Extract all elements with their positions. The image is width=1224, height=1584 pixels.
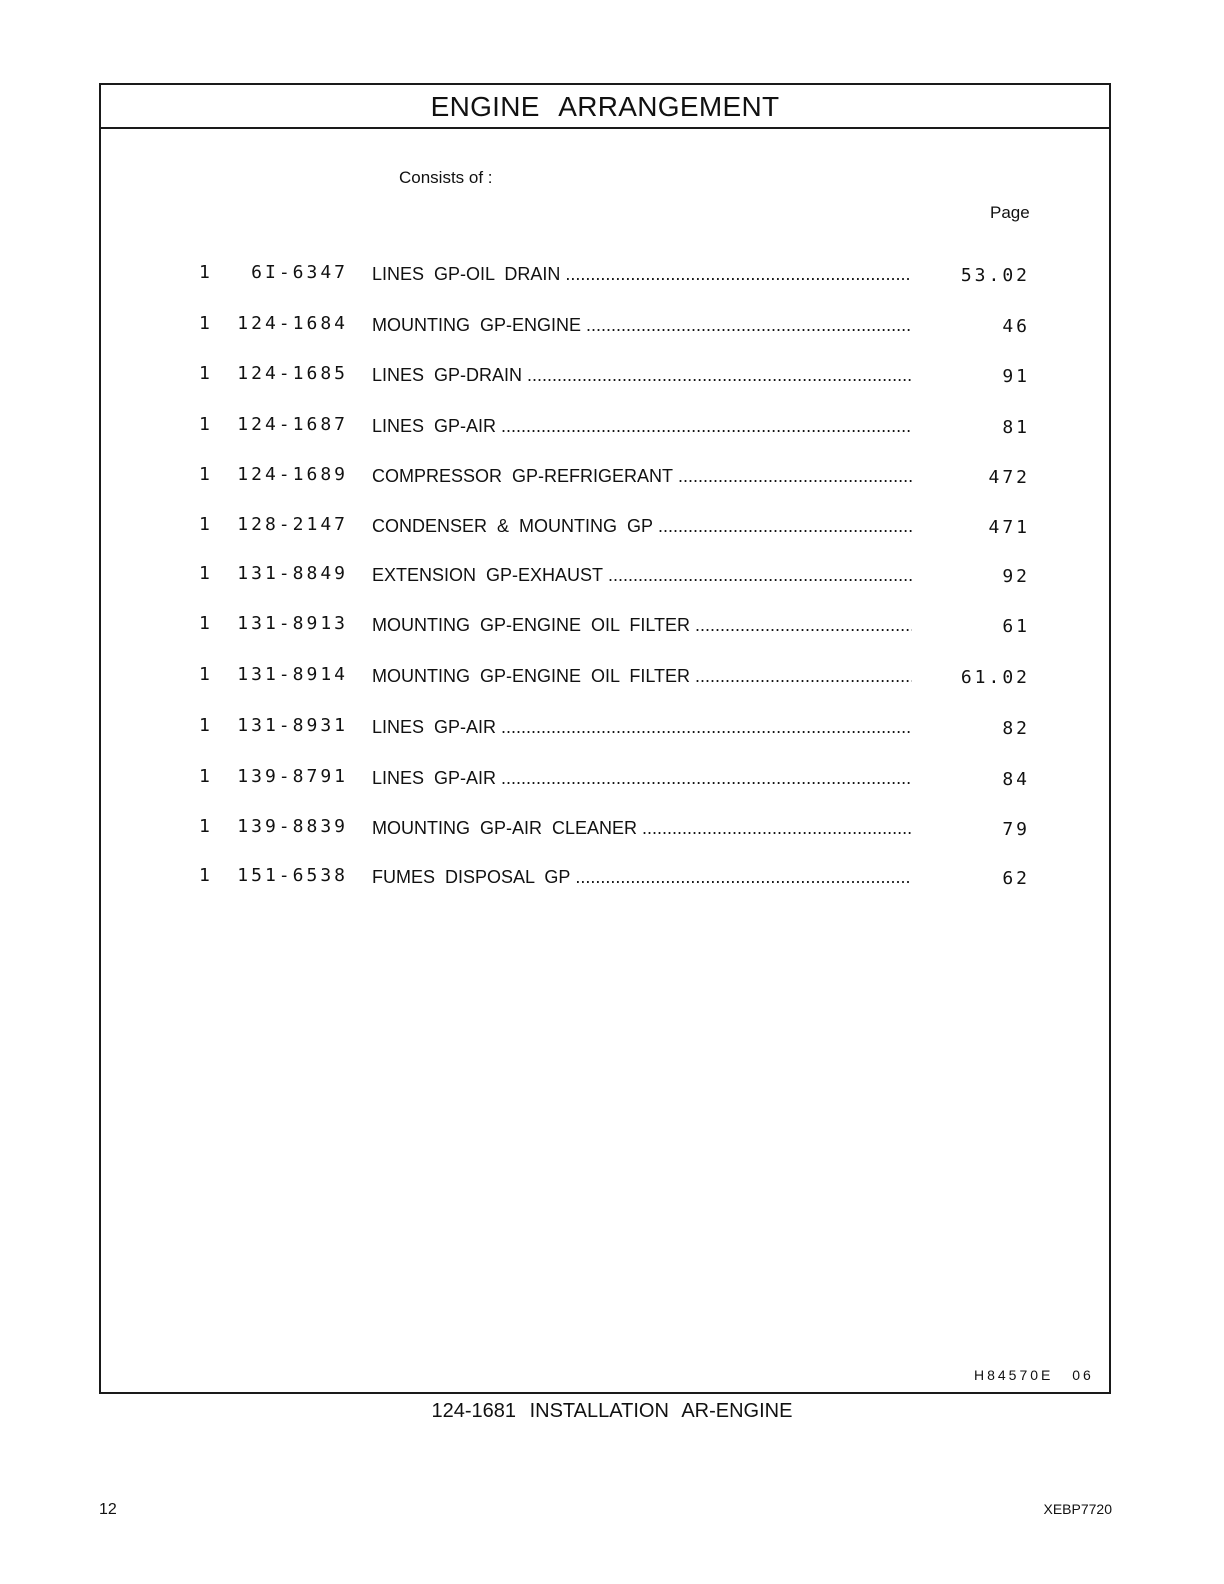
part-number: 124-1685	[237, 363, 348, 384]
part-row[interactable]	[0, 414, 1224, 444]
part-description: MOUNTING GP-ENGINE .....	[372, 315, 912, 336]
part-qty: 1	[199, 313, 210, 334]
part-page-link[interactable]: 92	[1002, 566, 1030, 587]
part-page-link[interactable]: 61.02	[960, 667, 1030, 688]
illustration-code: H84570E 06	[974, 1367, 1094, 1383]
part-page-link[interactable]: 53.02	[960, 265, 1030, 286]
part-page-link[interactable]: 84	[1002, 769, 1030, 790]
part-page-link[interactable]: 81	[1002, 417, 1030, 438]
part-page-link[interactable]: 46	[1002, 316, 1030, 337]
frame-header	[101, 85, 1109, 129]
part-description: MOUNTING GP-AIR CLEANER .....	[372, 818, 912, 839]
part-page-link[interactable]: 82	[1002, 718, 1030, 739]
part-description: COMPRESSOR GP-REFRIGERANT .....	[372, 466, 912, 487]
page-column-header: Page	[990, 203, 1030, 222]
part-description: FUMES DISPOSAL GP .....	[372, 867, 912, 888]
part-qty: 1	[199, 262, 210, 283]
part-qty: 1	[199, 715, 210, 736]
part-description: MOUNTING GP-ENGINE OIL FILTER .....	[372, 666, 912, 687]
part-description: LINES GP-DRAIN .....	[372, 365, 912, 386]
part-qty: 1	[199, 363, 210, 384]
part-description: LINES GP-AIR .....	[372, 416, 912, 437]
part-number: 124-1689	[237, 464, 348, 485]
document-id: XEBP7720	[1043, 1501, 1112, 1517]
part-qty: 1	[199, 865, 210, 886]
part-qty: 1	[199, 816, 210, 837]
part-page-link[interactable]: 79	[1002, 819, 1030, 840]
part-qty: 1	[199, 464, 210, 485]
part-number: 128-2147	[237, 514, 348, 535]
part-page-link[interactable]: 472	[988, 467, 1030, 488]
part-page-link[interactable]: 471	[988, 517, 1030, 538]
part-row[interactable]	[0, 514, 1224, 544]
part-number: 6I-6347	[251, 262, 348, 283]
part-qty: 1	[199, 514, 210, 535]
part-description: MOUNTING GP-ENGINE OIL FILTER .....	[372, 615, 912, 636]
part-description: LINES GP-OIL DRAIN .....	[372, 264, 912, 285]
part-row[interactable]	[0, 664, 1224, 694]
part-row[interactable]	[0, 464, 1224, 494]
part-row[interactable]	[0, 563, 1224, 593]
part-description: LINES GP-AIR .....	[372, 768, 912, 789]
part-number: 131-8931	[237, 715, 348, 736]
part-qty: 1	[199, 563, 210, 584]
part-page-link[interactable]: 91	[1002, 366, 1030, 387]
section-title: ENGINE ARRANGEMENT	[430, 91, 780, 122]
consists-of-label: Consists of :	[399, 168, 493, 187]
part-number: 139-8791	[237, 766, 348, 787]
part-number: 131-8913	[237, 613, 348, 634]
part-qty: 1	[199, 613, 210, 634]
part-description: CONDENSER & MOUNTING GP .....	[372, 516, 912, 537]
part-row[interactable]	[0, 865, 1224, 895]
part-number: 139-8839	[237, 816, 348, 837]
part-qty: 1	[199, 414, 210, 435]
part-page-link[interactable]: 62	[1002, 868, 1030, 889]
part-row[interactable]	[0, 262, 1224, 292]
part-row[interactable]	[0, 766, 1224, 796]
part-qty: 1	[199, 664, 210, 685]
part-description: LINES GP-AIR .....	[372, 717, 912, 738]
part-page-link[interactable]: 61	[1002, 616, 1030, 637]
part-row[interactable]	[0, 715, 1224, 745]
part-row[interactable]	[0, 613, 1224, 643]
part-number: 124-1687	[237, 414, 348, 435]
part-row[interactable]	[0, 816, 1224, 846]
part-description: EXTENSION GP-EXHAUST .....	[372, 565, 912, 586]
part-qty: 1	[199, 766, 210, 787]
part-number: 131-8914	[237, 664, 348, 685]
part-number: 131-8849	[237, 563, 348, 584]
page-number: 12	[99, 1501, 117, 1518]
assembly-caption: 124-1681 INSTALLATION AR-ENGINE	[431, 1400, 793, 1422]
part-number: 151-6538	[237, 865, 348, 886]
part-row[interactable]	[0, 313, 1224, 343]
part-number: 124-1684	[237, 313, 348, 334]
part-row[interactable]	[0, 363, 1224, 393]
